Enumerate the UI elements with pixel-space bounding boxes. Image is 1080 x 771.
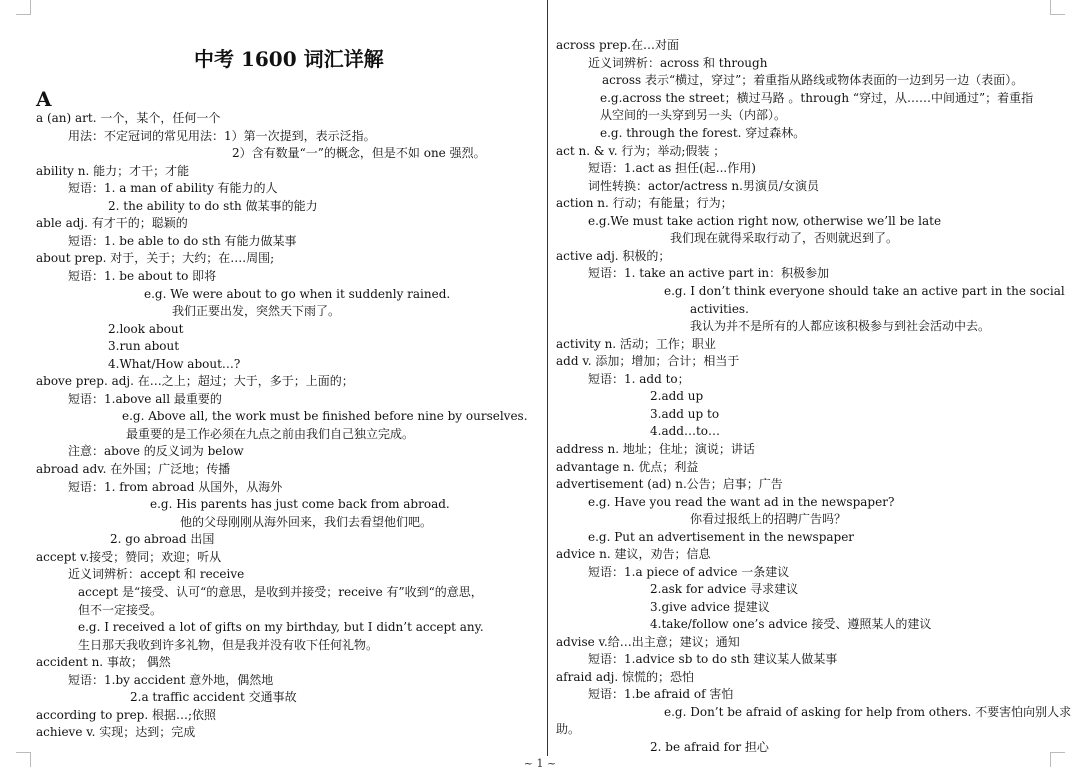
entry-line: 2. go abroad 出国 <box>110 532 215 546</box>
entry-line: e.g. I received a lot of gifts on my birthday, but I didn’t accept any. <box>78 620 484 634</box>
entry-line: 2. be afraid for 担心 <box>650 740 769 754</box>
entry-line: according to prep. 根据…;依照 <box>36 708 217 722</box>
entry-line: 2.add up <box>650 389 704 403</box>
entry-line: accept v.接受；赞同；欢迎；听从 <box>36 550 222 564</box>
entry-line: ability n. 能力；才干；才能 <box>36 164 190 178</box>
entry-line: 4.take/follow one’s advice 接受、遵照某人的建议 <box>650 617 932 631</box>
entry-line: 3.give advice 提建议 <box>650 600 770 614</box>
entry-line: 生日那天我收到许多礼物，但是我并没有收下任何礼物。 <box>78 638 379 652</box>
left-column <box>36 0 546 771</box>
entry-line: 注意：above 的反义词为 below <box>68 444 244 458</box>
entry-line: e.g. I don’t think everyone should take an active part in the social <box>664 284 1065 298</box>
entry-line: 他的父母刚刚从海外回来，我们去看望他们吧。 <box>180 515 433 529</box>
entry-line: 2）含有数量“一”的概念，但是不如 one 强烈。 <box>232 146 486 160</box>
entry-line: 2.look about <box>108 322 184 336</box>
entry-line: 2. the ability to do sth 做某事的能力 <box>108 199 318 213</box>
entry-line: afraid adj. 惊慌的；恐怕 <box>556 670 695 684</box>
entry-line: add v. 添加；增加；合计；相当于 <box>556 354 740 368</box>
entry-line: 3.run about <box>108 339 180 353</box>
entry-line: 最重要的是工作必须在九点之前由我们自己独立完成。 <box>126 427 415 441</box>
entry-line: 4.add…to… <box>650 424 721 438</box>
entry-line: 3.add up to <box>650 407 720 421</box>
entry-line: 2.a traffic accident 交通事故 <box>130 690 297 704</box>
entry-line: 2.ask for advice 寻求建议 <box>650 582 799 596</box>
entry-line: 短语：1.advice sb to do sth 建议某人做某事 <box>588 652 838 666</box>
entry-line: 近义词辨析：accept 和 receive <box>68 567 245 581</box>
section-letter: A <box>36 87 52 111</box>
entry-line: advertisement (ad) n.公告；启事；广告 <box>556 477 783 491</box>
entry-line: 短语：1. be about to 即将 <box>68 269 217 283</box>
entry-line: 我们正要出发，突然天下雨了。 <box>172 304 341 318</box>
entry-line: 助。 <box>556 722 581 736</box>
entry-line: 短语：1. a man of ability 有能力的人 <box>68 181 278 195</box>
entry-line: act n. & v. 行为；举动;假装 ； <box>556 144 726 158</box>
entry-line: 用法：不定冠词的常见用法：1）第一次提到，表示泛指。 <box>68 129 376 143</box>
entry-line: activities. <box>690 302 749 316</box>
entry-line: e.g. We were about to go when it suddenly rained. <box>144 287 451 301</box>
entry-line: 词性转换：actor/actress n.男演员/女演员 <box>588 179 819 193</box>
entry-line: 你看过报纸上的招聘广告吗？ <box>690 512 847 526</box>
entry-line: advantage n. 优点；利益 <box>556 460 699 474</box>
entry-line: a (an) art. 一个，某个，任何一个 <box>36 111 221 125</box>
entry-line: 我们现在就得采取行动了，否则就迟到了。 <box>670 231 899 245</box>
page-number: ~ 1 ~ <box>523 757 557 770</box>
entry-line: 短语：1.be afraid of 害怕 <box>588 687 734 701</box>
entry-line: e.g. Don’t be afraid of asking for help from others. 不要害怕向别人求 <box>664 705 1072 719</box>
entry-line: 近义词辨析：across 和 through <box>588 56 768 70</box>
column-divider <box>547 0 548 756</box>
entry-line: across 表示“横过，穿过”；着重指从路线或物体表面的一边到另一边（表面）。 <box>602 73 1024 87</box>
entry-line: accept 是“接受、认可“的意思，是收到并接受；receive 有”收到“的意思， <box>78 585 483 599</box>
entry-line: e.g.We must take action right now, otherwise we’ll be late <box>588 214 942 228</box>
entry-line: 短语：1. from abroad 从国外，从海外 <box>68 480 283 494</box>
right-column <box>556 0 1072 771</box>
entry-line: activity n. 活动；工作；职业 <box>556 337 716 351</box>
document-title: 中考 1600 词汇详解 <box>194 47 384 71</box>
entry-line: e.g.across the street；横过马路 。through “穿过，从……中间通过”；着重指 <box>600 91 1034 105</box>
crop-mark-top-left <box>16 0 31 15</box>
entry-line: advise v.给…出主意；建议；通知 <box>556 635 740 649</box>
entry-line: able adj. 有才干的；聪颖的 <box>36 216 188 230</box>
entry-line: achieve v. 实现；达到；完成 <box>36 725 196 739</box>
entry-line: address n. 地址；住址；演说；讲话 <box>556 442 755 456</box>
entry-line: e.g. Put an advertisement in the newspaper <box>588 530 855 544</box>
entry-line: 短语：1. be able to do sth 有能力做某事 <box>68 234 297 248</box>
entry-line: 短语：1. take an active part in：积极参加 <box>588 266 830 280</box>
entry-line: across prep.在…对面 <box>556 38 679 52</box>
entry-line: 短语：1.act as 担任(起...作用) <box>588 161 756 175</box>
entry-line: 4.What/How about…? <box>108 357 241 371</box>
entry-line: 短语：1.a piece of advice 一条建议 <box>588 565 790 579</box>
entry-line: about prep. 对于，关于；大约；在….周围; <box>36 251 275 265</box>
entry-line: abroad adv. 在外国；广泛地；传播 <box>36 462 231 476</box>
entry-line: e.g. Have you read the want ad in the newspaper? <box>588 495 895 509</box>
entry-line: e.g. His parents has just come back from abroad. <box>150 497 450 511</box>
entry-line: 短语：1. add to； <box>588 372 690 386</box>
entry-line: 从空间的一头穿到另一头（内部）。 <box>600 108 787 122</box>
entry-line: 短语：1.by accident 意外地，偶然地 <box>68 673 274 687</box>
entry-line: 我认为并不是所有的人都应该积极参与到社会活动中去。 <box>690 319 991 333</box>
entry-line: above prep. adj. 在…之上；超过；大于，多于；上面的； <box>36 374 354 388</box>
entry-line: accident n. 事故； 偶然 <box>36 655 171 669</box>
entry-line: 短语：1.above all 最重要的 <box>68 392 222 406</box>
entry-line: 但不一定接受。 <box>78 603 163 617</box>
entry-line: e.g. through the forest. 穿过森林。 <box>600 126 806 140</box>
entry-line: advice n. 建议，劝告；信息 <box>556 547 711 561</box>
entry-line: e.g. Above all, the work must be finished before nine by ourselves. <box>122 409 528 423</box>
entry-line: active adj. 积极的； <box>556 249 671 263</box>
entry-line: action n. 行动；有能量；行为； <box>556 196 733 210</box>
